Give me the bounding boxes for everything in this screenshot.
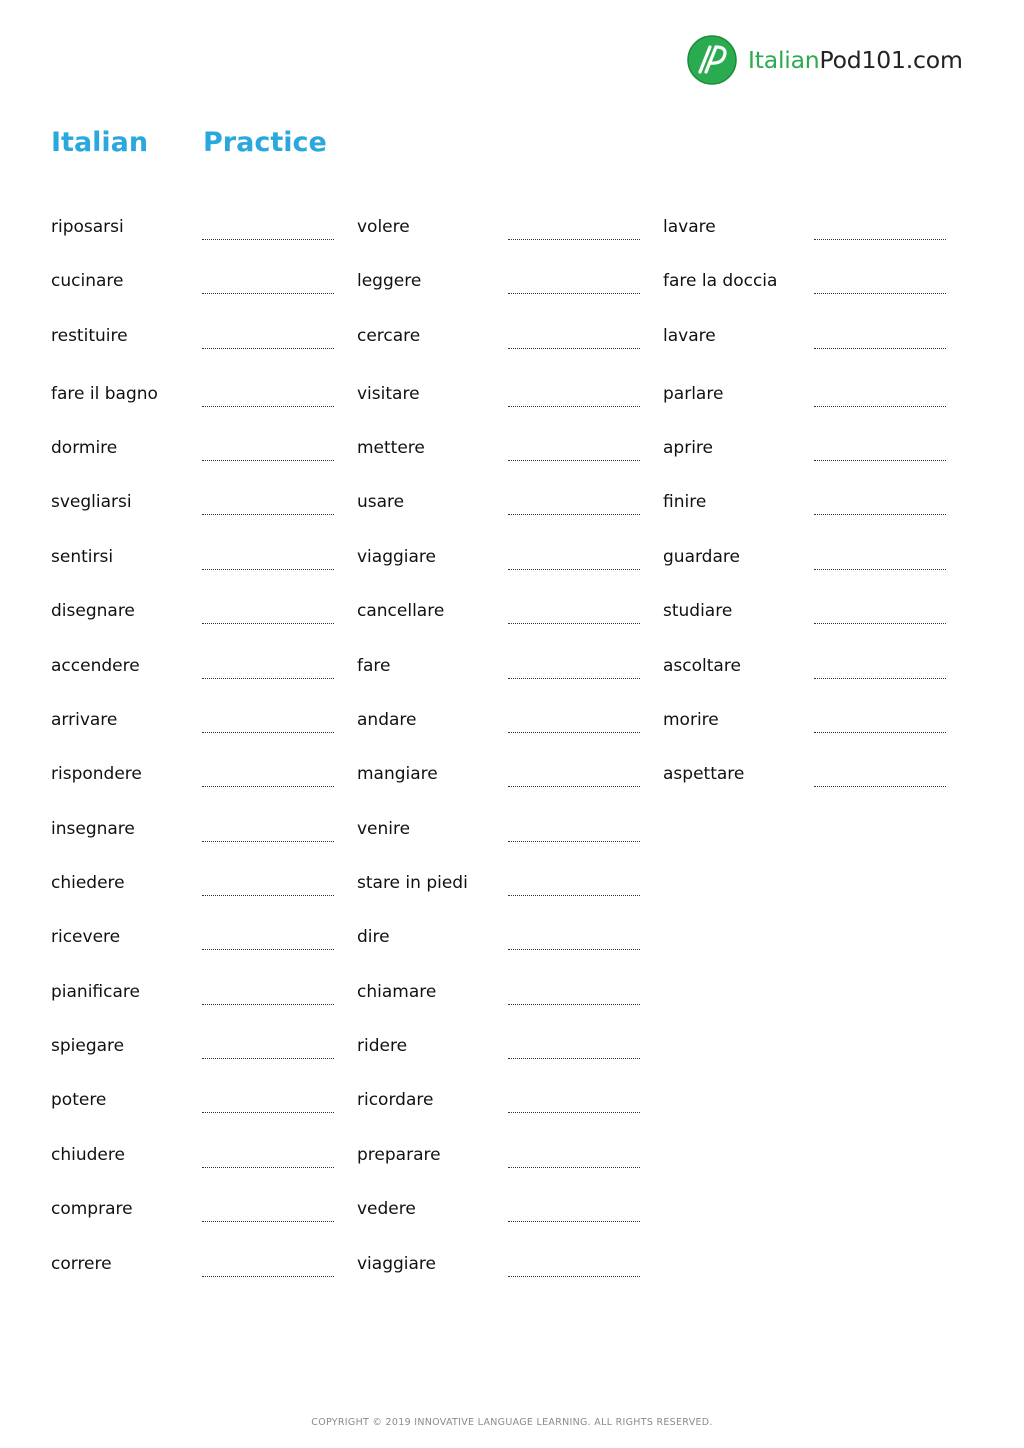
practice-answer-line[interactable] <box>202 786 334 787</box>
vocab-word: svegliarsi <box>51 492 132 512</box>
vocab-word: rispondere <box>51 764 142 784</box>
vocab-word: mettere <box>357 438 425 458</box>
practice-answer-line[interactable] <box>508 1058 640 1059</box>
practice-answer-line[interactable] <box>202 514 334 515</box>
vocab-word: preparare <box>357 1145 441 1165</box>
vocab-word: cercare <box>357 326 421 346</box>
practice-answer-line[interactable] <box>202 460 334 461</box>
practice-answer-line[interactable] <box>508 569 640 570</box>
vocab-word: chiudere <box>51 1145 125 1165</box>
vocab-word: ascoltare <box>663 656 741 676</box>
practice-answer-line[interactable] <box>202 348 334 349</box>
vocab-word: finire <box>663 492 707 512</box>
practice-answer-line[interactable] <box>508 949 640 950</box>
vocab-word: stare in piedi <box>357 873 468 893</box>
practice-answer-line[interactable] <box>202 1221 334 1222</box>
vocab-word: morire <box>663 710 719 730</box>
vocab-word: potere <box>51 1090 107 1110</box>
vocab-word: vedere <box>357 1199 416 1219</box>
vocab-word: lavare <box>663 217 716 237</box>
practice-answer-line[interactable] <box>814 786 946 787</box>
practice-answer-line[interactable] <box>202 569 334 570</box>
practice-answer-line[interactable] <box>814 514 946 515</box>
practice-answer-line[interactable] <box>202 1167 334 1168</box>
italianpod101-logo-icon <box>686 34 738 86</box>
vocab-word: venire <box>357 819 411 839</box>
practice-answer-line[interactable] <box>508 1004 640 1005</box>
vocab-word: cancellare <box>357 601 445 621</box>
vocab-word: viaggiare <box>357 1254 436 1274</box>
vocab-word: leggere <box>357 271 422 291</box>
vocab-word: andare <box>357 710 417 730</box>
vocab-word: fare il bagno <box>51 384 158 404</box>
vocab-word: dormire <box>51 438 118 458</box>
practice-answer-line[interactable] <box>814 239 946 240</box>
practice-answer-line[interactable] <box>202 1058 334 1059</box>
vocab-word: lavare <box>663 326 716 346</box>
practice-answer-line[interactable] <box>202 293 334 294</box>
practice-answer-line[interactable] <box>508 406 640 407</box>
practice-answer-line[interactable] <box>508 348 640 349</box>
vocab-word: guardare <box>663 547 740 567</box>
practice-answer-line[interactable] <box>508 293 640 294</box>
practice-answer-line[interactable] <box>508 239 640 240</box>
vocab-word: viaggiare <box>357 547 436 567</box>
practice-answer-line[interactable] <box>202 678 334 679</box>
vocab-word: usare <box>357 492 405 512</box>
brand-name: ItalianPod101.com <box>748 46 963 74</box>
practice-answer-line[interactable] <box>202 1004 334 1005</box>
vocab-word: arrivare <box>51 710 118 730</box>
practice-answer-line[interactable] <box>508 623 640 624</box>
practice-answer-line[interactable] <box>814 678 946 679</box>
header-italian: Italian <box>51 127 149 158</box>
practice-answer-line[interactable] <box>202 895 334 896</box>
vocab-word: correre <box>51 1254 112 1274</box>
practice-answer-line[interactable] <box>508 1276 640 1277</box>
vocab-word: dire <box>357 927 390 947</box>
vocab-word: ricevere <box>51 927 121 947</box>
vocab-word: aprire <box>663 438 713 458</box>
vocab-word: disegnare <box>51 601 135 621</box>
practice-answer-line[interactable] <box>508 786 640 787</box>
vocab-word: ricordare <box>357 1090 434 1110</box>
practice-answer-line[interactable] <box>508 732 640 733</box>
vocab-word: chiedere <box>51 873 125 893</box>
practice-answer-line[interactable] <box>508 460 640 461</box>
vocab-word: chiamare <box>357 982 437 1002</box>
header-practice: Practice <box>203 127 327 158</box>
vocab-word: riposarsi <box>51 217 124 237</box>
brand-logo <box>686 34 976 86</box>
practice-answer-line[interactable] <box>202 1276 334 1277</box>
practice-answer-line[interactable] <box>508 841 640 842</box>
vocab-word: cucinare <box>51 271 124 291</box>
practice-answer-line[interactable] <box>508 678 640 679</box>
vocab-word: aspettare <box>663 764 745 784</box>
practice-answer-line[interactable] <box>814 293 946 294</box>
vocab-word: comprare <box>51 1199 133 1219</box>
vocab-word: spiegare <box>51 1036 125 1056</box>
practice-answer-line[interactable] <box>508 1221 640 1222</box>
practice-answer-line[interactable] <box>508 514 640 515</box>
practice-answer-line[interactable] <box>814 569 946 570</box>
vocab-word: parlare <box>663 384 724 404</box>
practice-answer-line[interactable] <box>202 406 334 407</box>
vocab-word: fare la doccia <box>663 271 778 291</box>
practice-answer-line[interactable] <box>508 895 640 896</box>
copyright-footer: COPYRIGHT © 2019 INNOVATIVE LANGUAGE LEARNING. ALL RIGHTS RESERVED. <box>311 1417 713 1428</box>
vocab-word: mangiare <box>357 764 438 784</box>
vocab-word: restituire <box>51 326 128 346</box>
practice-answer-line[interactable] <box>508 1167 640 1168</box>
vocab-word: visitare <box>357 384 420 404</box>
practice-answer-line[interactable] <box>814 623 946 624</box>
practice-answer-line[interactable] <box>814 732 946 733</box>
vocab-word: sentirsi <box>51 547 114 567</box>
practice-answer-line[interactable] <box>202 949 334 950</box>
vocab-word: insegnare <box>51 819 135 839</box>
vocab-word: ridere <box>357 1036 408 1056</box>
practice-answer-line[interactable] <box>814 348 946 349</box>
vocab-word: pianificare <box>51 982 140 1002</box>
vocab-word: fare <box>357 656 391 676</box>
practice-answer-line[interactable] <box>202 1112 334 1113</box>
practice-answer-line[interactable] <box>202 623 334 624</box>
practice-answer-line[interactable] <box>202 732 334 733</box>
practice-answer-line[interactable] <box>202 841 334 842</box>
practice-answer-line[interactable] <box>202 239 334 240</box>
practice-answer-line[interactable] <box>508 1112 640 1113</box>
vocab-word: studiare <box>663 601 733 621</box>
vocab-word: accendere <box>51 656 140 676</box>
practice-answer-line[interactable] <box>814 460 946 461</box>
vocab-word: volere <box>357 217 410 237</box>
practice-answer-line[interactable] <box>814 406 946 407</box>
